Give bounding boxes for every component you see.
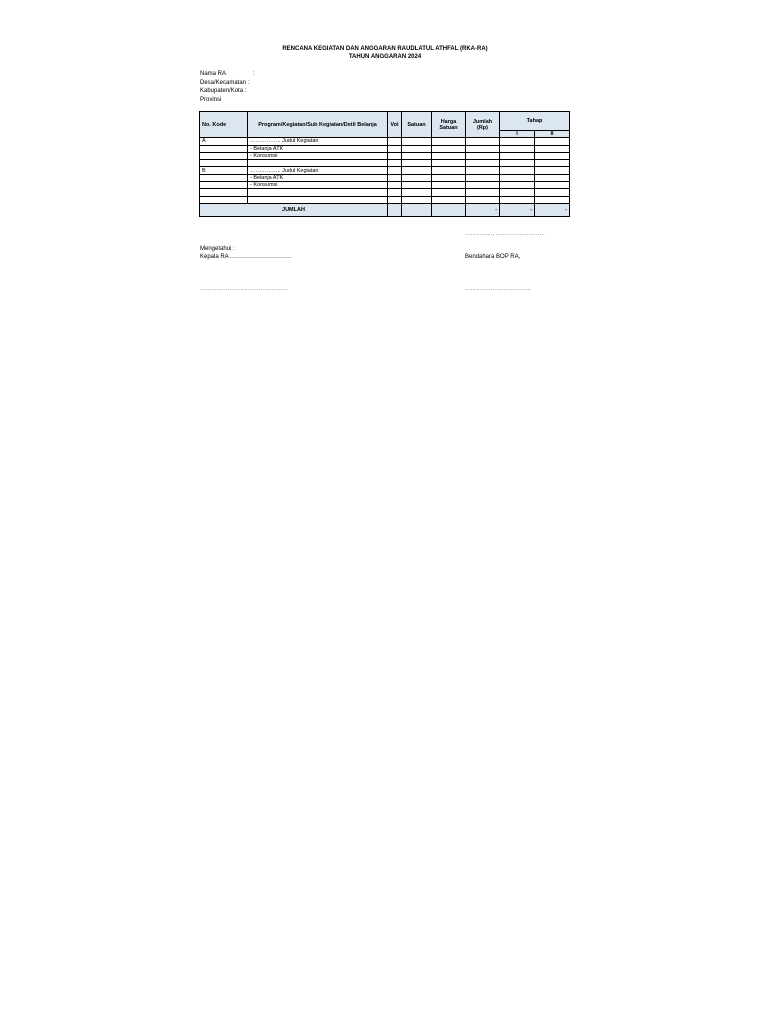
- header-no-kode: No. Kode: [200, 112, 248, 138]
- place-date-line: ……………, ………………………: [465, 231, 546, 237]
- total-tahap-2: -: [535, 203, 570, 216]
- signature-name-right: ………………………………: [465, 286, 531, 292]
- cell-program: - Konsumsi: [248, 182, 388, 189]
- info-label: Provinsi: [200, 96, 222, 103]
- cell-kode: [200, 189, 248, 196]
- info-colon: :: [253, 71, 255, 77]
- cell-program: - Belanja ATK: [248, 145, 388, 152]
- cell-program: …………….. Judul Kegiatan: [248, 138, 388, 145]
- header-tahap-1: I: [500, 131, 535, 138]
- cell-kode: [200, 182, 248, 189]
- table-row: [200, 167, 570, 174]
- cell-kode: [200, 152, 248, 159]
- header-program: Program/Kegiatan/Sub Kegiatan/Detil Belanja: [248, 112, 388, 138]
- table-row: [200, 145, 570, 152]
- table-total-row: [200, 203, 570, 216]
- header-jumlah: Jumlah (Rp): [466, 112, 500, 138]
- table-row: [200, 196, 570, 203]
- info-row-provinsi: [200, 96, 255, 105]
- cell-kode: [200, 174, 248, 181]
- cell-kode: [200, 145, 248, 152]
- cell-kode: [200, 160, 248, 167]
- info-colon: :: [245, 88, 247, 94]
- info-colon: :: [248, 79, 250, 86]
- info-label: Desa/Kecamatan: [200, 79, 247, 86]
- title-line-1: RENCANA KEGIATAN DAN ANGGARAN RAUDLATUL ATHFAL (RKA-RA): [282, 46, 488, 52]
- cell-kode: [200, 196, 248, 203]
- cell-program: …………….. Judul Kegiatan: [248, 167, 388, 174]
- info-row-desa: [200, 79, 255, 88]
- ra-info-block: [200, 70, 255, 104]
- total-jumlah: -: [466, 203, 500, 216]
- total-label: JUMLAH: [200, 203, 388, 216]
- header-satuan: Satuan: [402, 112, 432, 138]
- table-row: [200, 174, 570, 181]
- cell-program: - Konsumsi: [248, 152, 388, 159]
- header-harga-satuan: Harga Satuan: [432, 112, 466, 138]
- cell-program: - Belanja ATK: [248, 174, 388, 181]
- bendahara-label: Bendahara BOP RA,: [465, 254, 521, 260]
- rka-table: [199, 111, 570, 217]
- document-title: [200, 45, 570, 61]
- table-header-row: [200, 112, 570, 131]
- info-row-kabupaten: [200, 87, 255, 96]
- mengetahui-label: Mengetahui :: [200, 246, 235, 252]
- table-row: [200, 182, 570, 189]
- info-label: Nama RA: [200, 71, 227, 77]
- info-row-nama-ra: [200, 70, 255, 79]
- signature-name-left: …………………………………………: [200, 286, 288, 292]
- info-label: Kabupaten/Kota: [200, 88, 244, 94]
- cell-program: [248, 189, 388, 196]
- header-tahap: Tahap: [500, 112, 570, 131]
- header-vol: Vol: [388, 112, 402, 138]
- signature-left-block: [200, 246, 292, 261]
- header-tahap-2: II: [535, 131, 570, 138]
- cell-program: [248, 160, 388, 167]
- kepala-ra-label: Kepala RA ………………………….: [200, 253, 292, 260]
- cell-kode: A: [200, 138, 248, 145]
- cell-program: [248, 196, 388, 203]
- total-tahap-1: -: [500, 203, 535, 216]
- table-row: [200, 138, 570, 145]
- cell-kode: B: [200, 167, 248, 174]
- table-row: [200, 160, 570, 167]
- table-row: [200, 152, 570, 159]
- title-line-2: TAHUN ANGGARAN 2024: [348, 54, 422, 60]
- table-row: [200, 189, 570, 196]
